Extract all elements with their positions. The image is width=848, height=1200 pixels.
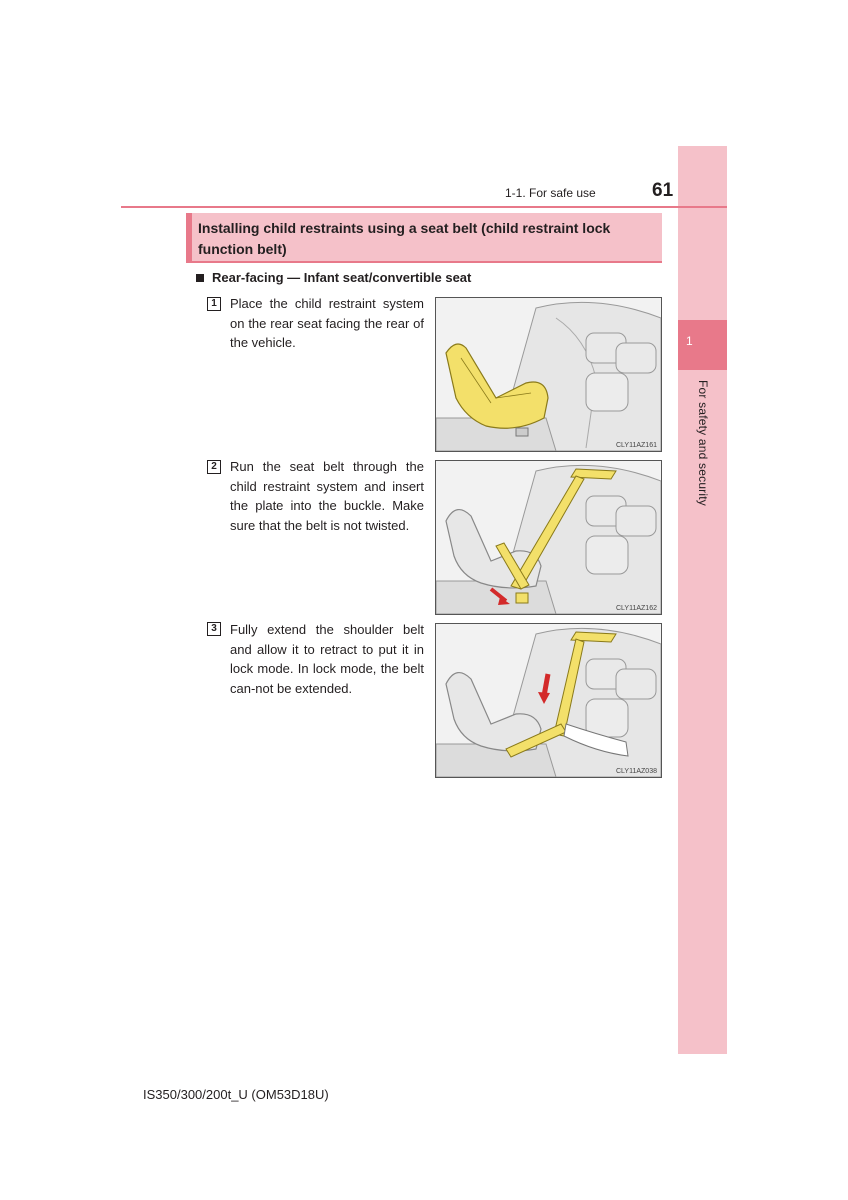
step-text-2: Run the seat belt through the child restraint system and insert the plate into the buckle. Make sure that the belt is not twisted.	[230, 459, 424, 533]
figure-code-1: CLY11AZ161	[616, 442, 657, 449]
side-tab-label: For safety and security	[696, 380, 710, 506]
figure-step-1	[435, 297, 662, 452]
section-header: 1-1. For safe use	[505, 186, 596, 200]
square-bullet-icon	[196, 274, 204, 282]
step-number-3: 3	[207, 622, 221, 636]
side-tab-number: 1	[686, 334, 693, 348]
step-text-1: Place the child restraint system on the rear seat facing the rear of the vehicle.	[230, 296, 424, 350]
figure-step-3	[435, 623, 662, 778]
section-title: Installing child restraints using a seat belt (child restraint lock function belt)	[198, 220, 611, 257]
page-number: 61	[652, 180, 674, 201]
step-text-3: Fully extend the shoulder belt and allow it to retract to put it in lock mode. In lock mode, the belt can-not be extended.	[230, 622, 424, 696]
step-number-2: 2	[207, 460, 221, 474]
subheading	[196, 270, 471, 285]
figure-code-3: CLY11AZ038	[616, 768, 657, 775]
child-seat-placement-illustration	[436, 298, 661, 451]
footer-model-code: IS350/300/200t_U (OM53D18U)	[143, 1087, 329, 1102]
figure-step-2	[435, 460, 662, 615]
subheading-text: Rear-facing — Infant seat/convertible seat	[212, 270, 472, 285]
side-tab	[678, 146, 727, 1054]
figure-code-2: CLY11AZ162	[616, 605, 657, 612]
seat-belt-routing-illustration	[436, 461, 661, 614]
belt-lock-mode-illustration	[436, 624, 661, 777]
header-rule	[121, 206, 727, 208]
step-number-1: 1	[207, 297, 221, 311]
